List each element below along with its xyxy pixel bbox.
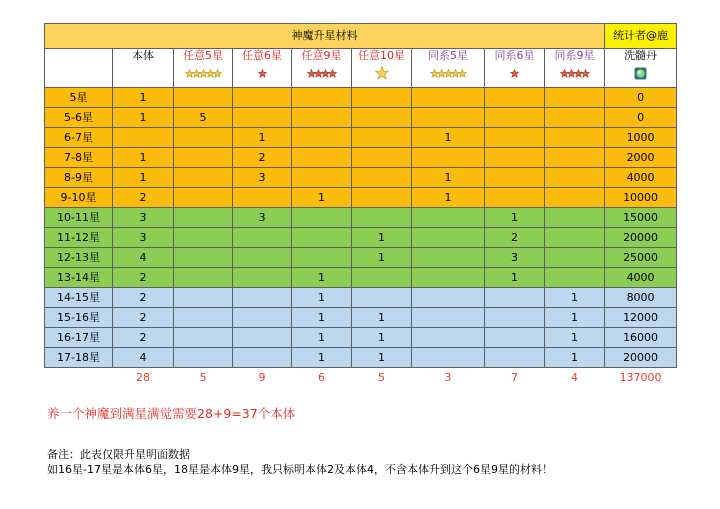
total-cell [45,368,113,389]
table-cell: 1 [292,268,352,288]
column-header-9 [605,49,677,88]
total-cell: 6 [292,368,352,389]
table-cell: 1 [292,328,352,348]
full-star-note: 养一个神魔到满星满觉需要28+9=37个本体 [47,406,296,421]
table-cell [545,88,605,108]
table-cell: 15000 [605,208,677,228]
table-cell [412,268,485,288]
total-cell: 3 [412,368,485,389]
table-cell [292,128,352,148]
table-cell: 1 [113,88,174,108]
column-header-icons [352,66,411,80]
column-header-icons [605,66,676,80]
table-cell [485,308,545,328]
column-header-icons [292,66,351,80]
table-cell [233,268,292,288]
column-header-6 [412,49,485,88]
table-cell [412,108,485,128]
star-range-cell: 7-8星 [45,148,113,168]
table-cell [174,168,233,188]
table-cell: 25000 [605,248,677,268]
table-cell [174,308,233,328]
total-cell: 9 [233,368,292,389]
table-cell: 3 [113,228,174,248]
table-cell [113,128,174,148]
yellow-star-icon [458,69,467,78]
remark-line-2: 如16星-17星是本体6星，18星是本体9星，我只标明本体2及本体4，不含本体升到这个6星9星的材料！ [47,463,553,476]
column-header-3 [233,49,292,88]
table-cell: 1000 [605,128,677,148]
table-cell [545,108,605,128]
column-header-0 [45,49,113,88]
table-cell [174,148,233,168]
red-star-icon [328,69,337,78]
red-star-icon [581,69,590,78]
table-row [45,308,677,328]
table-cell [233,188,292,208]
table-cell [412,228,485,248]
table-cell [292,148,352,168]
table-cell: 3 [485,248,545,268]
column-header-5 [352,49,412,88]
table-row [45,128,677,148]
table-cell [485,108,545,128]
table-cell [412,88,485,108]
table-cell [233,228,292,248]
table-cell [545,228,605,248]
column-header-icons [485,66,544,80]
table-cell: 1 [545,328,605,348]
table-cell [545,248,605,268]
table-cell: 16000 [605,328,677,348]
table-cell: 2 [113,288,174,308]
table-cell [292,208,352,228]
table-cell: 1 [292,348,352,368]
table-cell: 1 [113,148,174,168]
table-cell: 4 [113,348,174,368]
table-row [45,208,677,228]
total-cell: 4 [545,368,605,389]
table-row [45,88,677,108]
table-cell: 1 [352,328,412,348]
table-cell: 1 [292,188,352,208]
column-header-8 [545,49,605,88]
table-cell [412,248,485,268]
column-header-7 [485,49,545,88]
table-cell [485,188,545,208]
table-cell [174,328,233,348]
table-cell: 1 [113,168,174,188]
table-cell: 2 [113,188,174,208]
table-cell: 5 [174,108,233,128]
star-range-cell: 5-6星 [45,108,113,128]
star-range-cell: 5星 [45,88,113,108]
column-header-icons [545,66,604,80]
table-cell [174,188,233,208]
table-cell: 3 [233,168,292,188]
table-cell [174,348,233,368]
table-cell: 3 [113,208,174,228]
red-star-icon [510,69,519,78]
star-range-cell: 9-10星 [45,188,113,208]
table-cell [233,328,292,348]
table-cell [174,228,233,248]
table-cell [174,248,233,268]
column-header-2 [174,49,233,88]
table-cell: 4 [113,248,174,268]
table-cell [233,108,292,128]
table-cell [352,208,412,228]
column-header-icons [412,66,484,80]
column-header-label: 本体 [132,49,154,62]
table-cell: 1 [352,348,412,368]
table-cell [352,168,412,188]
table-cell [352,128,412,148]
table-cell [352,88,412,108]
column-header-label: 同系5星 [428,49,468,62]
table-cell [545,148,605,168]
table-cell [545,168,605,188]
table-cell: 2000 [605,148,677,168]
table-cell [485,288,545,308]
table-cell: 0 [605,88,677,108]
table-cell: 20000 [605,348,677,368]
table-row [45,268,677,288]
table-cell: 1 [545,308,605,328]
column-header-icons [174,66,232,80]
star-range-cell: 15-16星 [45,308,113,328]
table-cell: 8000 [605,288,677,308]
table-cell: 4000 [605,268,677,288]
table-cell [292,88,352,108]
table-cell: 1 [113,108,174,128]
table-cell: 1 [292,308,352,328]
table-cell: 1 [545,348,605,368]
star-range-cell: 8-9星 [45,168,113,188]
table-row [45,228,677,248]
table-cell [545,128,605,148]
table-cell: 2 [233,148,292,168]
table-cell: 2 [113,308,174,328]
table-row [45,248,677,268]
table-cell: 1 [233,128,292,148]
table-cell [412,348,485,368]
column-header-label: 同系9星 [554,49,595,62]
table-cell [485,148,545,168]
table-cell: 2 [113,268,174,288]
table-cell: 1 [545,288,605,308]
table-row [45,348,677,368]
table-cell [352,288,412,308]
table-cell [233,288,292,308]
table-cell [292,248,352,268]
table-cell [292,168,352,188]
table-cell [485,328,545,348]
gold-big-star-icon [374,66,390,80]
table-cell [352,148,412,168]
column-header-label: 洗髓丹 [624,49,658,62]
table-row [45,188,677,208]
table-cell [233,308,292,328]
table-cell [352,108,412,128]
yellow-star-icon [213,69,222,78]
star-range-cell: 17-18星 [45,348,113,368]
table-cell [233,248,292,268]
total-cell: 5 [352,368,412,389]
table-cell [545,188,605,208]
table-cell: 1 [412,128,485,148]
table-cell: 1 [352,308,412,328]
table-cell [412,208,485,228]
star-range-cell: 12-13星 [45,248,113,268]
table-cell: 1 [292,288,352,308]
table-cell: 1 [412,168,485,188]
stat-by-label: 统计者@鹿 [605,24,677,49]
table-cell [485,348,545,368]
table-cell: 1 [352,248,412,268]
table-cell [352,188,412,208]
total-cell: 5 [174,368,233,389]
total-cell: 28 [113,368,174,389]
total-cell: 7 [485,368,545,389]
table-row [45,328,677,348]
table-cell [233,88,292,108]
table-cell [412,288,485,308]
table-cell: 1 [412,188,485,208]
star-range-cell: 6-7星 [45,128,113,148]
table-cell [174,288,233,308]
table-cell: 2 [485,228,545,248]
table-cell: 0 [605,108,677,128]
table-cell [545,268,605,288]
table-cell: 1 [352,228,412,248]
star-range-cell: 10-11星 [45,208,113,228]
star-range-cell: 14-15星 [45,288,113,308]
table-cell: 4000 [605,168,677,188]
table-cell: 2 [113,328,174,348]
table-cell [233,348,292,368]
table-cell: 1 [485,208,545,228]
table-row [45,288,677,308]
table-cell [292,108,352,128]
table-cell: 10000 [605,188,677,208]
table-cell: 1 [485,268,545,288]
totals-row [45,368,677,389]
table-row [45,108,677,128]
table-cell: 12000 [605,308,677,328]
remark-line-1: 备注：此表仅限升星明面数据 [47,448,190,461]
table-cell: 20000 [605,228,677,248]
table-cell [485,168,545,188]
table-row [45,168,677,188]
table-cell [174,128,233,148]
column-header-label: 任意10星 [358,49,405,62]
total-cell: 137000 [605,368,677,389]
table-cell [412,148,485,168]
table-cell: 3 [233,208,292,228]
star-range-cell: 13-14星 [45,268,113,288]
table-cell [412,328,485,348]
column-header-icons [233,66,291,80]
table-cell [545,208,605,228]
material-sheet [44,23,677,388]
column-header-label: 任意5星 [183,49,223,62]
star-range-cell: 11-12星 [45,228,113,248]
star-range-cell: 16-17星 [45,328,113,348]
column-header-label: 任意9星 [301,49,342,62]
table-cell [485,88,545,108]
upgrade-material-table [44,23,677,388]
column-header-label: 同系6星 [494,49,535,62]
table-cell [485,128,545,148]
column-header-1 [113,49,174,88]
marrow-pill-gem-icon [634,67,647,80]
table-cell [174,208,233,228]
red-star-icon [258,69,267,78]
title-row [45,24,677,49]
table-cell [174,268,233,288]
column-header-4 [292,49,352,88]
sheet-title: 神魔升星材料 [45,24,605,49]
header-row [45,49,677,88]
table-cell [174,88,233,108]
table-cell [292,228,352,248]
table-cell [412,308,485,328]
table-cell [352,268,412,288]
column-header-label: 任意6星 [242,49,282,62]
table-row [45,148,677,168]
